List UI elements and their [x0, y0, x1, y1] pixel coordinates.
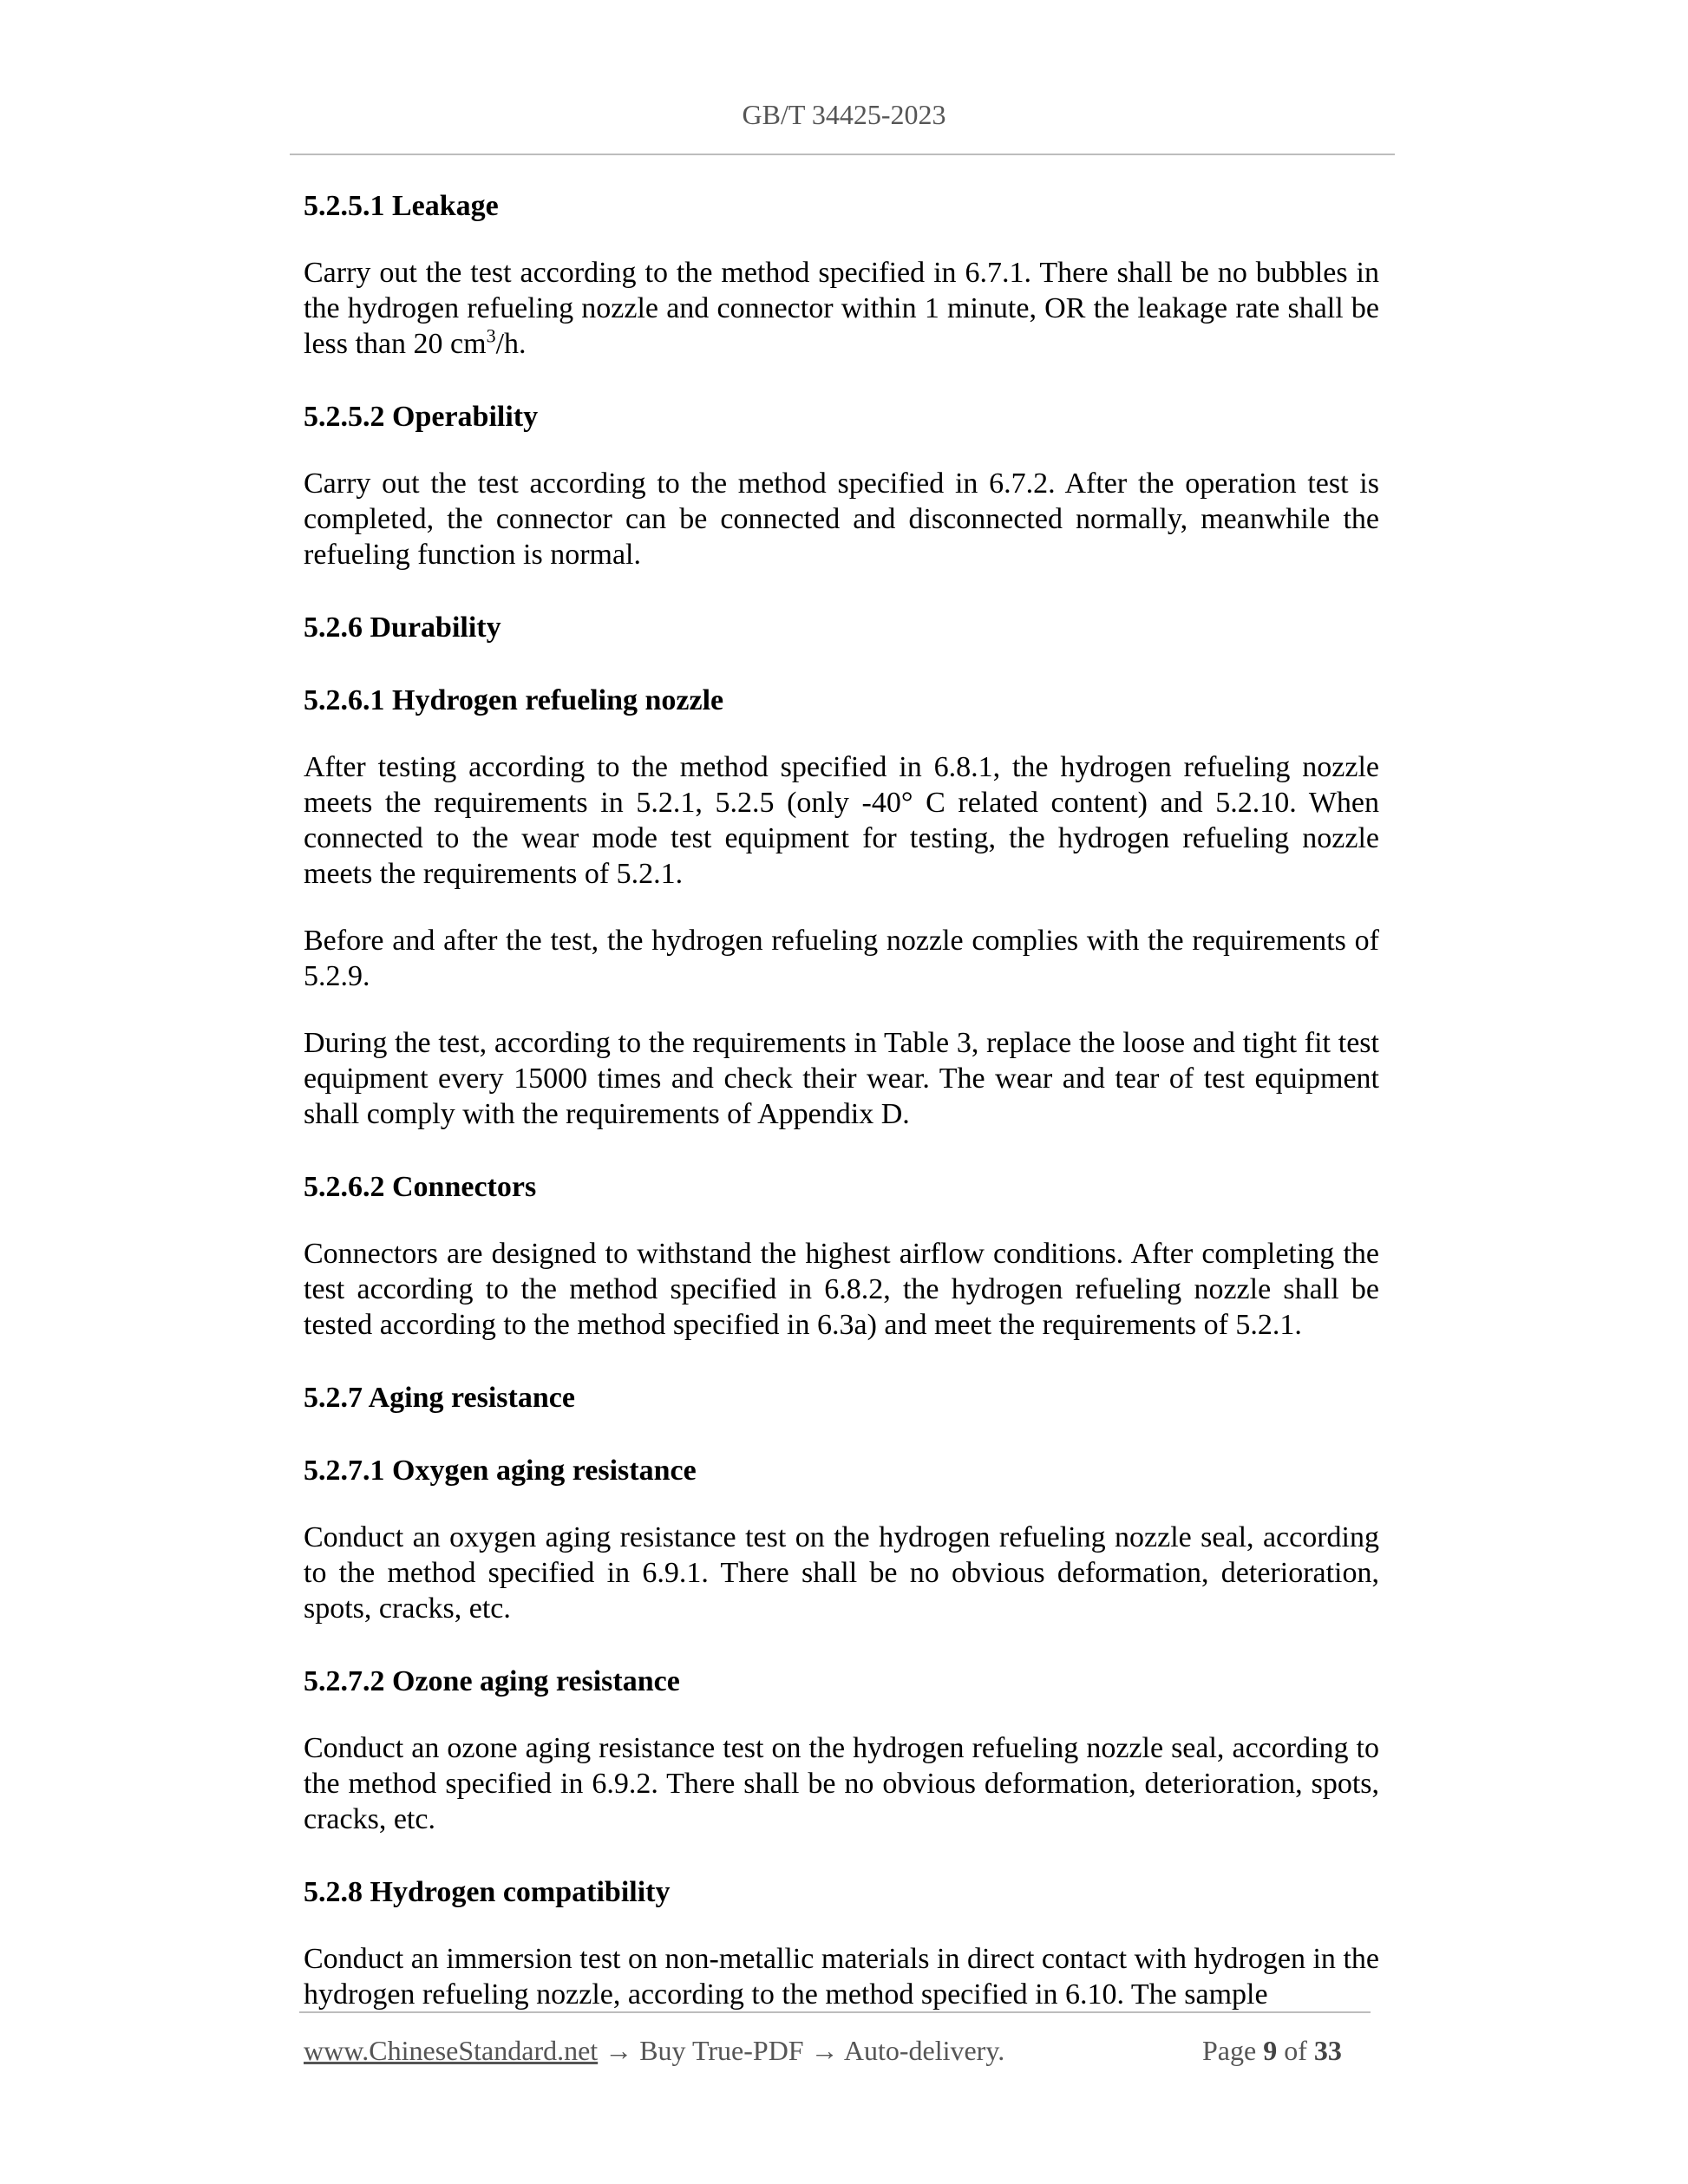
page-word: Page [1202, 2035, 1257, 2066]
section-heading: 5.2.8 Hydrogen compatibility [304, 1876, 671, 1908]
section-heading: 5.2.7 Aging resistance [304, 1382, 575, 1414]
footer-divider [299, 2011, 1371, 2013]
section-paragraph: Conduct an ozone aging resistance test on the hydrogen refueling nozzle seal, according to the method specified in 6.9.2. There shall be no obvious deformation, deterioration, spots, cracks, etc. [304, 1732, 1379, 1835]
section-paragraph: After testing according to the method specified in 6.8.1, the hydrogen refueling nozzle meets the requirements in 5.2.1, 5.2.5 (only -40° C related content) and 5.2.10. When connected to the wear mode test equipment for testing, the hydrogen refueling nozzle meets the requirements of 5.2.1. [304, 751, 1379, 890]
section-heading: 5.2.6.2 Connectors [304, 1171, 537, 1203]
section-heading: 5.2.7.2 Ozone aging resistance [304, 1665, 680, 1697]
page-content [304, 182, 1379, 2043]
section-heading: 5.2.7.1 Oxygen aging resistance [304, 1455, 697, 1487]
section-heading: 5.2.5.1 Leakage [304, 190, 499, 222]
section-paragraph: Connectors are designed to withstand the highest airflow conditions. After completing the test according to the method specified in 6.8.2, the hydrogen refueling nozzle shall be tested according to the method specified in 6.3a) and meet the requirements of 5.2.1. [304, 1238, 1379, 1341]
section-paragraph: During the test, according to the requirements in Table 3, replace the loose and tight fit test equipment every 15000 times and check their wear. The wear and tear of test equipment shall comply with the requirements of Appendix D. [304, 1027, 1379, 1130]
section-heading: 5.2.5.2 Operability [304, 401, 539, 433]
section-paragraph: Carry out the test according to the method specified in 6.7.2. After the operation test is completed, the connector can be connected and disconnected normally, meanwhile the refueling function is normal. [304, 468, 1379, 571]
footer-tagline: → Buy True-PDF → Auto-delivery. [598, 2035, 1005, 2066]
of-word: of [1284, 2035, 1307, 2066]
section-paragraph: Before and after the test, the hydrogen refueling nozzle complies with the requirements of 5.2.9. [304, 925, 1379, 992]
website-link[interactable]: www.ChineseStandard.net [304, 2035, 599, 2066]
section-paragraph: Conduct an oxygen aging resistance test on the hydrogen refueling nozzle seal, according to the method specified in 6.9.1. There shall be no obvious deformation, deterioration, spots, cracks, etc. [304, 1521, 1379, 1625]
page-indicator [1202, 2033, 1342, 2068]
footer-promo [304, 2033, 1004, 2068]
page-total: 33 [1313, 2035, 1342, 2066]
section-heading: 5.2.6.1 Hydrogen refueling nozzle [304, 684, 724, 716]
document-id-header: GB/T 34425-2023 [742, 99, 946, 130]
header-divider [290, 154, 1395, 155]
section-heading: 5.2.6 Durability [304, 611, 501, 644]
page-number: 9 [1263, 2035, 1278, 2066]
section-paragraph: Carry out the test according to the method specified in 6.7.1. There shall be no bubbles in the hydrogen refueling nozzle and connector within 1 minute, OR the leakage rate shall be less than 20 $cm^3/h$. [304, 257, 1379, 360]
section-paragraph: Conduct an immersion test on non-metallic materials in direct contact with hydrogen in the hydrogen refueling nozzle, according to the method specified in 6.10. The sample [304, 1943, 1379, 2011]
